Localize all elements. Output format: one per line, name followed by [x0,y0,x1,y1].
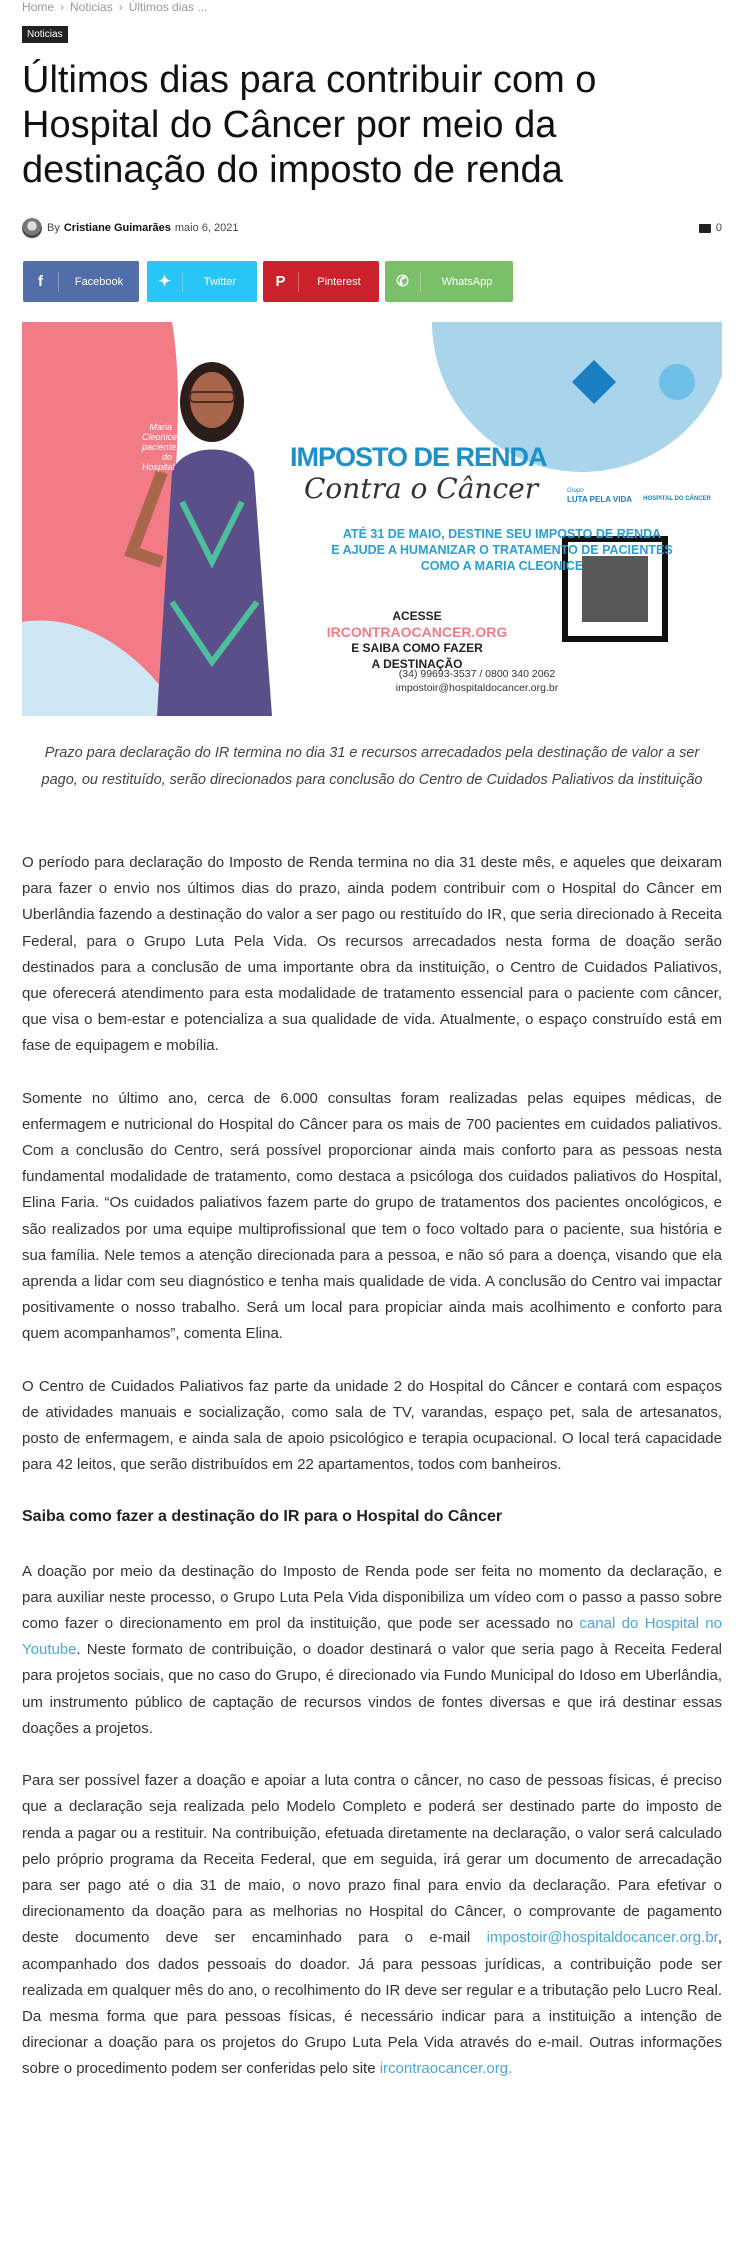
paragraph-3: O Centro de Cuidados Paliativos faz parte da unidade 2 do Hospital do Câncer e contará com espaços de atividades manuais e socialização, como sala de TV, varandas, espaço pet, sala de artesanatos, posto de enfermagem, e ainda sala de apoio psicológico e terapia ocupacional. O local terá capacidade para 42 leitos, que serão distribuídos em 22 apartamentos, todos com banheiros. [22,1377,722,1474]
breadcrumb-separator: › [118,0,123,14]
campaign-banner-image [22,322,722,716]
email-link[interactable]: impostoir@hospitaldocancer.org.br [486,1929,718,1947]
facebook-icon: f [23,272,59,292]
twitter-icon: ✦ [147,272,183,292]
avatar[interactable] [22,218,42,238]
logo-grupo-small: Grupo [567,488,584,494]
logo-luta-pela-vida: LUTA PELA VIDA [567,495,633,504]
share-label: Facebook [74,275,124,288]
share-label: Twitter [203,275,237,288]
category-tag[interactable]: Noticias [22,26,68,43]
logo-hospital: HOSPITAL DO CÂNCER [643,496,711,502]
breadcrumb-separator: › [60,0,65,14]
signature: Maria Cleonice paciente do Hospital [142,422,178,472]
article-body [22,850,722,2109]
share-label: Pinterest [317,275,361,288]
banner-message: ATÉ 31 DE MAIO, DESTINE SEU IMPOSTO DE RENDA E AJUDE A HUMANIZAR O TRATAMENTO DE PACIENTES COMO A MARIA CLEONICE [331,527,673,573]
site-link[interactable]: ircontraocancer.org. [379,2060,513,2078]
whatsapp-icon: ✆ [385,272,421,292]
share-twitter-button[interactable] [147,261,257,302]
by-label: By [47,222,60,234]
section-heading: Saiba como fazer a destinação do IR para o Hospital do Câncer [22,1508,503,1526]
share-whatsapp-button[interactable] [385,261,513,302]
banner-script: Contra o Câncer [304,472,539,505]
paragraph-4: A doação por meio da destinação do Imposto de Renda pode ser feita no momento da declaração, e para auxiliar neste processo, o Grupo Luta Pela Vida disponibiliza um vídeo com o passo a passo sobre como fazer o direcionamento em prol da instituição, que pode ser acessado no canal do Hospital no Youtube. Neste formato de contribuição, o doador destinará o valor que seria pago à Receita Federal para projetos sociais, que no caso do Grupo, é direcionado via Fundo Municipal do Idoso em Uberlândia, um instrumento público de captação de recursos vindos de fontes diversas e que irá destinar essas doações a projetos. [22,1562,722,1737]
banner-headline: IMPOSTO DE RENDA [290,442,547,472]
share-pinterest-button[interactable] [263,261,379,302]
share-label: WhatsApp [441,275,493,288]
breadcrumb [22,0,213,14]
paragraph-5: Para ser possível fazer a doação e apoiar a luta contra o câncer, no caso de pessoas físicas, é preciso que a declaração seja realizada pelo Modelo Completo e poderá ser destinado parte do imposto de renda a pagar ou a restituir. Na contribuição, efetuada diretamente na declaração, o valor será calculado pelo próprio programa da Receita Federal, que em seguida, irá gerar um documento de arrecadação para ser pago até o dia 31 de maio, o novo prazo final para envio da declaração. Para efetivar o direcionamento da doação para as melhorias no Hospital do Câncer, o comprovante de pagamento deste documento deve ser encaminhado para o e-mail impostoir@hospitaldocancer.org.br, acompanhado dos dados pessoais do doador. Já para pessoas jurídicas, a contribuição pode ser realizada em qualquer mês do ano, o recolhimento do IR deve ser regular e a tributação pelo Lucro Real. Da mesma forma que para pessoas físicas, é necessário indicar para a instituição a intenção de direcionar a doação para os projetos do Grupo Luta Pela Vida através do e-mail. Outras informações sobre o procedimento podem ser conferidas pelo site ircontraocancer.org. [22,1772,722,2078]
share-facebook-button[interactable] [23,261,139,302]
author-meta [22,218,722,238]
paragraph-2: Somente no último ano, cerca de 6.000 consultas foram realizadas pelas equipes médicas, de enfermagem e nutricional do Hospital do Câncer para os mais de 700 pacientes em cuidados paliativos. Com a conclusão do Centro, será possível proporcionar ainda mais conforto para as pessoas nesta fundamental modalidade de tratamento, como destaca a psicóloga dos cuidados paliativos do Hospital, Elina Faria. “Os cuidados paliativos fazem parte do grupo de tratamentos dos pacientes oncológicos, e são realizados por uma equipe multiprofissional que tem o foco voltado para o paciente, sua história e sua família. Nele temos a atenção direcionada para a pessoa, e não só para a doença, visando que ela aprenda a lidar com seu diagnóstico e tenha mais qualidade de vida. A conclusão do Centro vai impactar positivamente o nosso trabalho. Será um local para propiciar ainda mais acolhimento e conforto para quem acompanhamos”, comenta Elina. [22,1089,722,1343]
page-title: Últimos dias para contribuir com o Hospital do Câncer por meio da destinação do imposto de renda [22,59,597,191]
youtube-channel-link[interactable]: canal do Hospital no Youtube [22,1615,722,1659]
image-caption: Prazo para declaração do IR termina no dia 31 e recursos arrecadados pela destinação de valor a ser pago, ou restituído, serão direcionados para conclusão do Centro de Cuidados Paliativos da instituição [41,745,703,788]
banner-cta: ACESSE IRCONTRAOCANCER.ORG E SAIBA COMO FAZER A DESTINAÇÃO [326,609,508,671]
paragraph-1: O período para declaração do Imposto de Renda termina no dia 31 deste mês, e aqueles que deixaram para fazer o envio nos últimos dias do prazo, ainda podem contribuir com o Hospital do Câncer em Uberlândia fazendo a destinação do valor a ser pago ou restituído do IR, que seria direcionado à Receita Federal, para o Grupo Luta Pela Vida. Os recursos arrecadados nesta forma de doação serão destinados para a conclusão de uma importante obra da instituição, o Centro de Cuidados Paliativos, que oferecerá atendimento para esta modalidade de tratamento essencial para o paciente com câncer, que visa o bem-estar e potencializa a sua qualidade de vida. Atualmente, o espaço construído está em fase de equipagem e mobília. [22,854,722,1055]
breadcrumb-noticias[interactable]: Noticias [70,0,113,14]
breadcrumb-home[interactable]: Home [22,0,55,14]
author-name[interactable]: Cristiane Guimarães [63,222,171,234]
comment-icon [699,224,711,233]
post-date: maio 6, 2021 [174,222,239,234]
pinterest-icon: P [263,272,299,292]
comment-count: 0 [715,222,722,234]
banner-contact: (34) 99693-3537 / 0800 340 2062 impostoir@hospitaldocancer.org.br [395,668,559,694]
breadcrumb-current: Últimos dias ... [128,0,208,14]
comments-link[interactable] [699,222,722,234]
